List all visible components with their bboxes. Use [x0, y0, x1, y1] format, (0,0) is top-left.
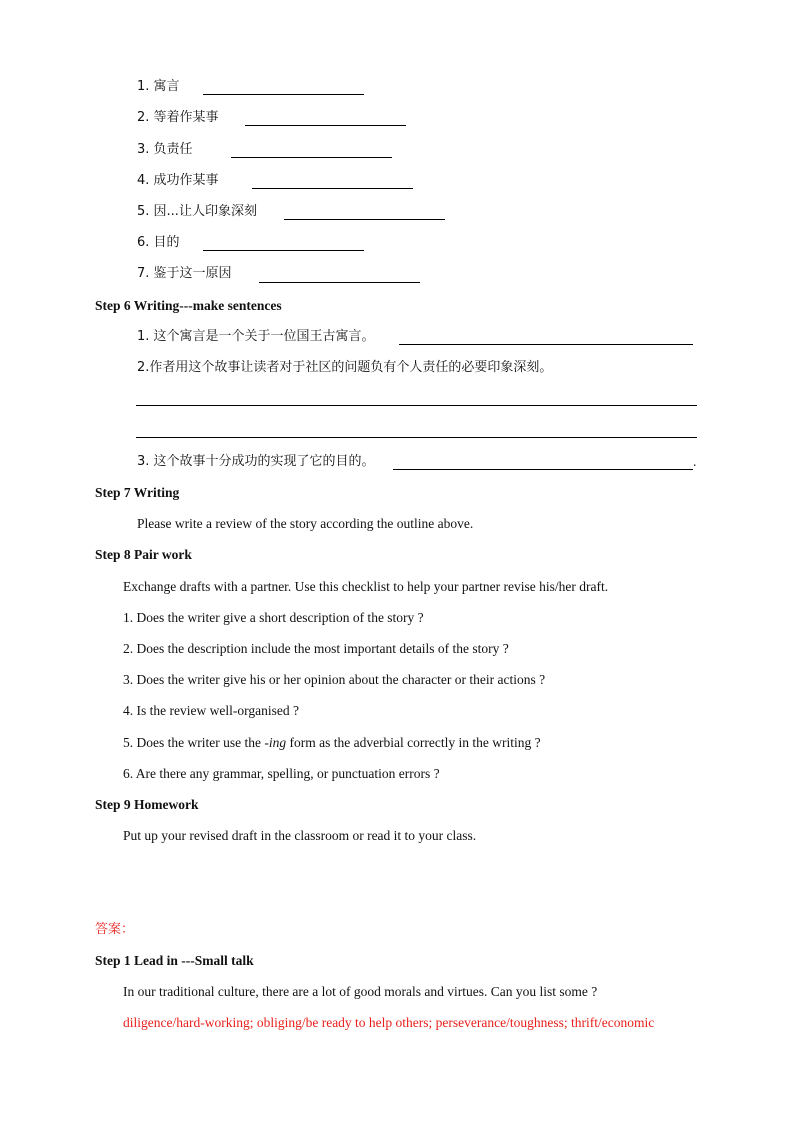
vocab-item-text: 成功作某事 — [153, 173, 219, 188]
vocab-item-text: 目的 — [153, 235, 180, 250]
vocab-item-num: 3. — [137, 142, 150, 157]
vocab-item-text: 等着作某事 — [153, 110, 219, 125]
answer-step1-question: In our traditional culture, there are a lot of good morals and virtues. Can you list some ? — [123, 984, 598, 999]
step9-text: Put up your revised draft in the classroom or read it to your class. — [123, 828, 477, 843]
sentence-blank-2a[interactable] — [136, 405, 697, 406]
vocab-item-text: 寓言 — [153, 79, 180, 94]
answer-blank-6[interactable] — [203, 250, 364, 251]
sentence-3-period: . — [693, 454, 697, 469]
vocab-item-7 — [137, 265, 232, 283]
vocab-item-3 — [137, 141, 193, 159]
answer-blank-1[interactable] — [203, 94, 364, 95]
vocab-item-text: 鉴于这一原因 — [153, 266, 232, 281]
answer-blank-2[interactable] — [245, 125, 406, 126]
vocab-item-6 — [137, 234, 180, 252]
answer-blank-7[interactable] — [259, 282, 420, 283]
vocab-item-num: 1. — [137, 79, 150, 94]
answer-step1-heading: Step 1 Lead in ---Small talk — [95, 953, 254, 968]
vocab-item-num: 5. — [137, 204, 150, 219]
step8-heading: Step 8 Pair work — [95, 547, 192, 562]
vocab-item-1 — [137, 78, 180, 96]
step7-text: Please write a review of the story according the outline above. — [137, 516, 474, 531]
checklist-item-4: 4. Is the review well-organised ? — [123, 703, 299, 718]
answer-blank-5[interactable] — [284, 219, 445, 220]
answer-blank-4[interactable] — [252, 188, 413, 189]
step6-heading: Step 6 Writing---make sentences — [95, 298, 282, 313]
vocab-item-text: 因...让人印象深刻 — [153, 204, 257, 219]
vocab-item-num: 4. — [137, 173, 150, 188]
sentence-blank-3[interactable] — [393, 469, 693, 470]
checklist-item-2: 2. Does the description include the most important details of the story ? — [123, 641, 509, 656]
checklist-item-3: 3. Does the writer give his or her opinion about the character or their actions ? — [123, 672, 546, 687]
checklist-item-1: 1. Does the writer give a short description of the story ? — [123, 610, 424, 625]
checklist-item-5-a: 5. Does the writer use the — [123, 735, 265, 750]
vocab-item-num: 2. — [137, 110, 150, 125]
checklist-item-5 — [123, 734, 541, 752]
sentence-1: 1. 这个寓言是一个关于一位国王古寓言。 — [137, 329, 375, 344]
sentence-2: 2.作者用这个故事让读者对于社区的问题负有个人责任的必要印象深刻。 — [137, 360, 553, 375]
sentence-3: 3. 这个故事十分成功的实现了它的目的。 — [137, 454, 375, 469]
answer-blank-3[interactable] — [231, 157, 392, 158]
vocab-item-2 — [137, 109, 219, 127]
vocab-item-num: 6. — [137, 235, 150, 250]
answer-step1-answer: diligence/hard-working; obliging/be ready to help others; perseverance/toughness; thrift/economic — [123, 1015, 655, 1030]
step7-heading: Step 7 Writing — [95, 485, 180, 500]
vocab-item-num: 7. — [137, 266, 150, 281]
vocab-item-5 — [137, 203, 257, 221]
checklist-item-6: 6. Are there any grammar, spelling, or punctuation errors ? — [123, 766, 440, 781]
checklist-item-5-em: -ing — [264, 735, 287, 750]
answers-label: 答案： — [95, 922, 135, 937]
checklist-item-5-b: form as the adverbial correctly in the writing ? — [286, 735, 541, 750]
vocab-item-4 — [137, 172, 219, 190]
sentence-blank-2b[interactable] — [136, 437, 697, 438]
sentence-blank-1[interactable] — [399, 344, 693, 345]
step9-heading: Step 9 Homework — [95, 797, 199, 812]
step8-intro: Exchange drafts with a partner. Use this checklist to help your partner revise his/her draft. — [123, 579, 609, 594]
vocab-item-text: 负责任 — [153, 142, 193, 157]
